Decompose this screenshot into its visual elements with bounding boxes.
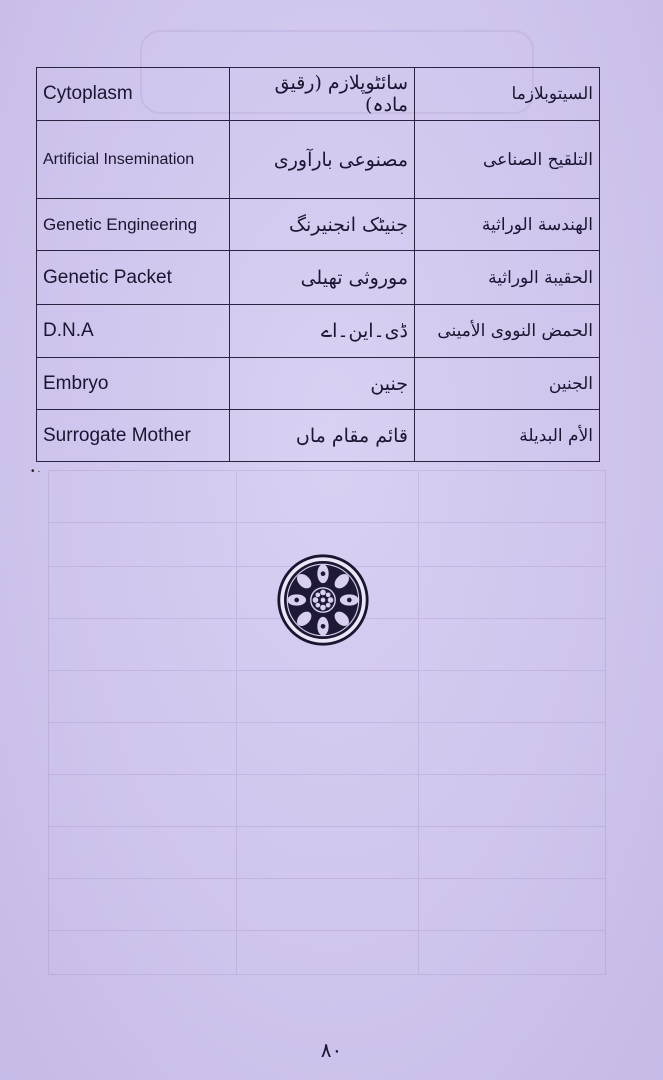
table-row — [37, 305, 600, 358]
arabic-term: الھندسة الوراثیة — [415, 199, 600, 251]
urdu-term: موروثی تھیلی — [230, 251, 415, 305]
urdu-term: جنیٹک انجنیرنگ — [230, 199, 415, 251]
stray-marks: • · — [31, 466, 41, 477]
urdu-term: جنین — [230, 358, 415, 410]
table-row — [37, 199, 600, 251]
urdu-term: مصنوعی بارآوری — [230, 121, 415, 199]
rosette-ornament-icon — [276, 553, 370, 647]
arabic-term: التلقیح الصناعی — [415, 121, 600, 199]
arabic-term: الجنین — [415, 358, 600, 410]
english-term: Cytoplasm — [37, 68, 230, 121]
urdu-term: ڈی۔این۔اے — [230, 305, 415, 358]
reverse-side-table — [48, 470, 606, 975]
urdu-term: قائم مقام ماں — [230, 410, 415, 462]
page-number: ۸۰ — [320, 1038, 343, 1062]
english-term: Surrogate Mother — [37, 410, 230, 462]
table-row — [37, 68, 600, 121]
arabic-term: الحمض النووی الأمینی — [415, 305, 600, 358]
table-row — [37, 251, 600, 305]
arabic-term: السیتوبلازما — [415, 68, 600, 121]
english-term: Embryo — [37, 358, 230, 410]
english-term: Artificial Insemination — [37, 121, 230, 199]
table-row — [37, 410, 600, 462]
english-term: Genetic Packet — [37, 251, 230, 305]
english-term: D.N.A — [37, 305, 230, 358]
glossary-table — [36, 67, 600, 462]
arabic-term: الأم البدیلة — [415, 410, 600, 462]
table-row — [37, 121, 600, 199]
arabic-term: الحقیبة الوراثیة — [415, 251, 600, 305]
table-row — [37, 358, 600, 410]
english-term: Genetic Engineering — [37, 199, 230, 251]
urdu-term: سائٹوپلازم (رقیق مادہ) — [230, 68, 415, 121]
